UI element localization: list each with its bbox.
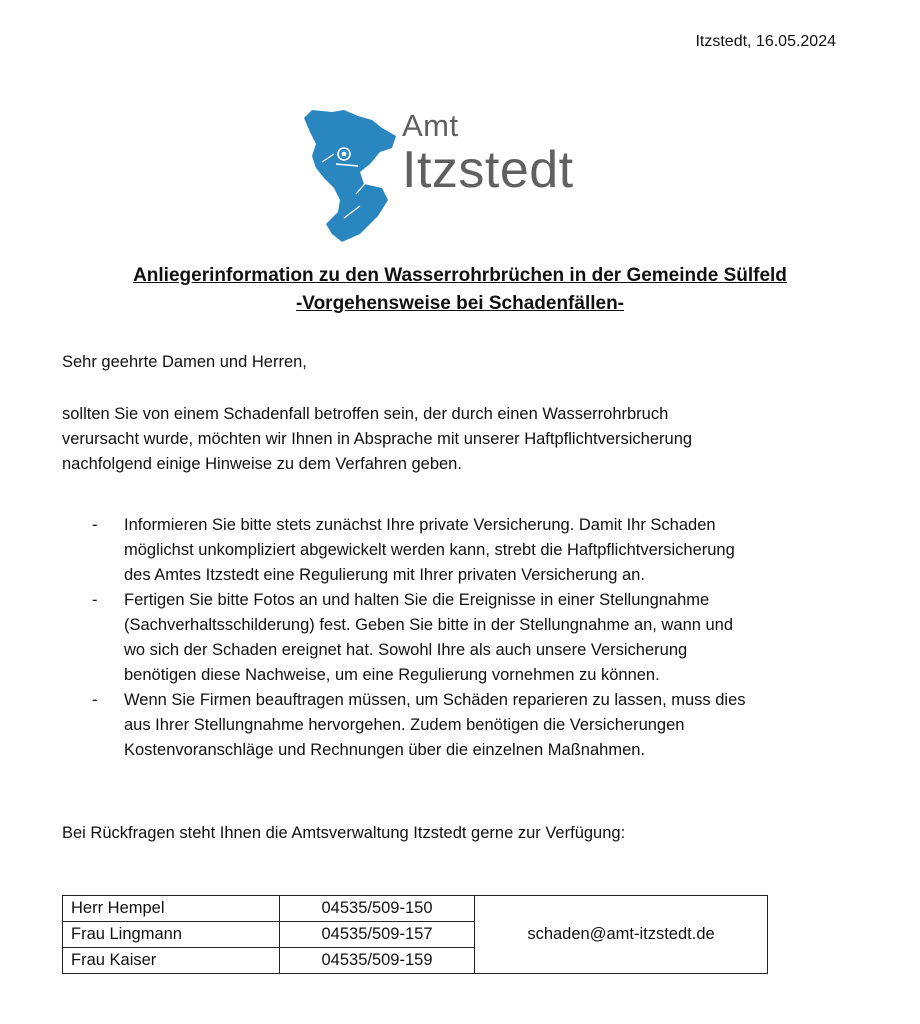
intro-paragraph (62, 402, 852, 477)
intro-line: sollten Sie von einem Schadenfall betroffen sein, der durch einen Wasserrohrbruch (62, 405, 669, 423)
contact-phone: 04535/509-150 (280, 896, 475, 922)
instruction-line: wo sich der Schaden ereignet hat. Sowohl Ihre als auch unsere Versicherung (124, 641, 688, 659)
instruction-line: des Amtes Itzstedt eine Regulierung mit Ihrer privaten Versicherung an. (124, 566, 645, 584)
instruction-item (62, 513, 852, 588)
instruction-line: (Sachverhaltsschilderung) fest. Geben Sie bitte in der Stellungnahme an, wann und (124, 616, 734, 634)
logo-text-amt: Amt (402, 108, 459, 143)
instruction-line: Fertigen Sie bitte Fotos an und halten Sie die Ereignisse in einer Stellungnahme (124, 591, 710, 609)
instruction-line: aus Ihrer Stellungnahme hervorgehen. Zudem benötigen die Versicherungen (124, 716, 685, 734)
document-title: Anliegerinformation zu den Wasserrohrbrüchen in der Gemeinde Sülfeld (133, 265, 787, 286)
intro-line: nachfolgend einige Hinweise zu dem Verfahren geben. (62, 455, 462, 473)
instruction-item (62, 688, 852, 763)
contact-name: Frau Kaiser (63, 948, 280, 974)
letter-date: Itzstedt, 16.05.2024 (695, 33, 836, 50)
bullet-dash: - (92, 691, 98, 709)
bullet-dash: - (92, 516, 98, 534)
district-map-icon (300, 106, 400, 246)
contact-email: schaden@amt-itzstedt.de (475, 896, 768, 974)
instruction-line: Wenn Sie Firmen beauftragen müssen, um Schäden reparieren zu lassen, muss dies (124, 691, 746, 709)
contact-name: Frau Lingmann (63, 922, 280, 948)
instruction-item (62, 588, 852, 688)
logo-text-itzstedt: Itzstedt (402, 141, 574, 199)
bullet-dash: - (92, 591, 98, 609)
instruction-line: benötigen diese Nachweise, um eine Regulierung vornehmen zu können. (124, 666, 660, 684)
instructions-list (62, 513, 852, 763)
document-subtitle: -Vorgehensweise bei Schadenfällen- (295, 293, 625, 314)
intro-line: verursacht wurde, möchten wir Ihnen in Absprache mit unserer Haftpflichtversicherung (62, 430, 693, 448)
contact-table (62, 895, 768, 974)
amt-itzstedt-logo (300, 106, 610, 246)
contact-phone: 04535/509-159 (280, 948, 475, 974)
contact-phone: 04535/509-157 (280, 922, 475, 948)
greeting: Sehr geehrte Damen und Herren, (62, 353, 307, 371)
instruction-line: möglichst unkompliziert abgewickelt werden kann, strebt die Haftpflichtversicherung (124, 541, 735, 559)
table-row (63, 896, 768, 922)
instruction-line: Kostenvoranschläge und Rechnungen über die einzelnen Maßnahmen. (124, 741, 646, 759)
contact-name: Herr Hempel (63, 896, 280, 922)
instruction-line: Informieren Sie bitte stets zunächst Ihre private Versicherung. Damit Ihr Schaden (124, 516, 716, 534)
closing-sentence: Bei Rückfragen steht Ihnen die Amtsverwaltung Itzstedt gerne zur Verfügung: (62, 824, 626, 842)
